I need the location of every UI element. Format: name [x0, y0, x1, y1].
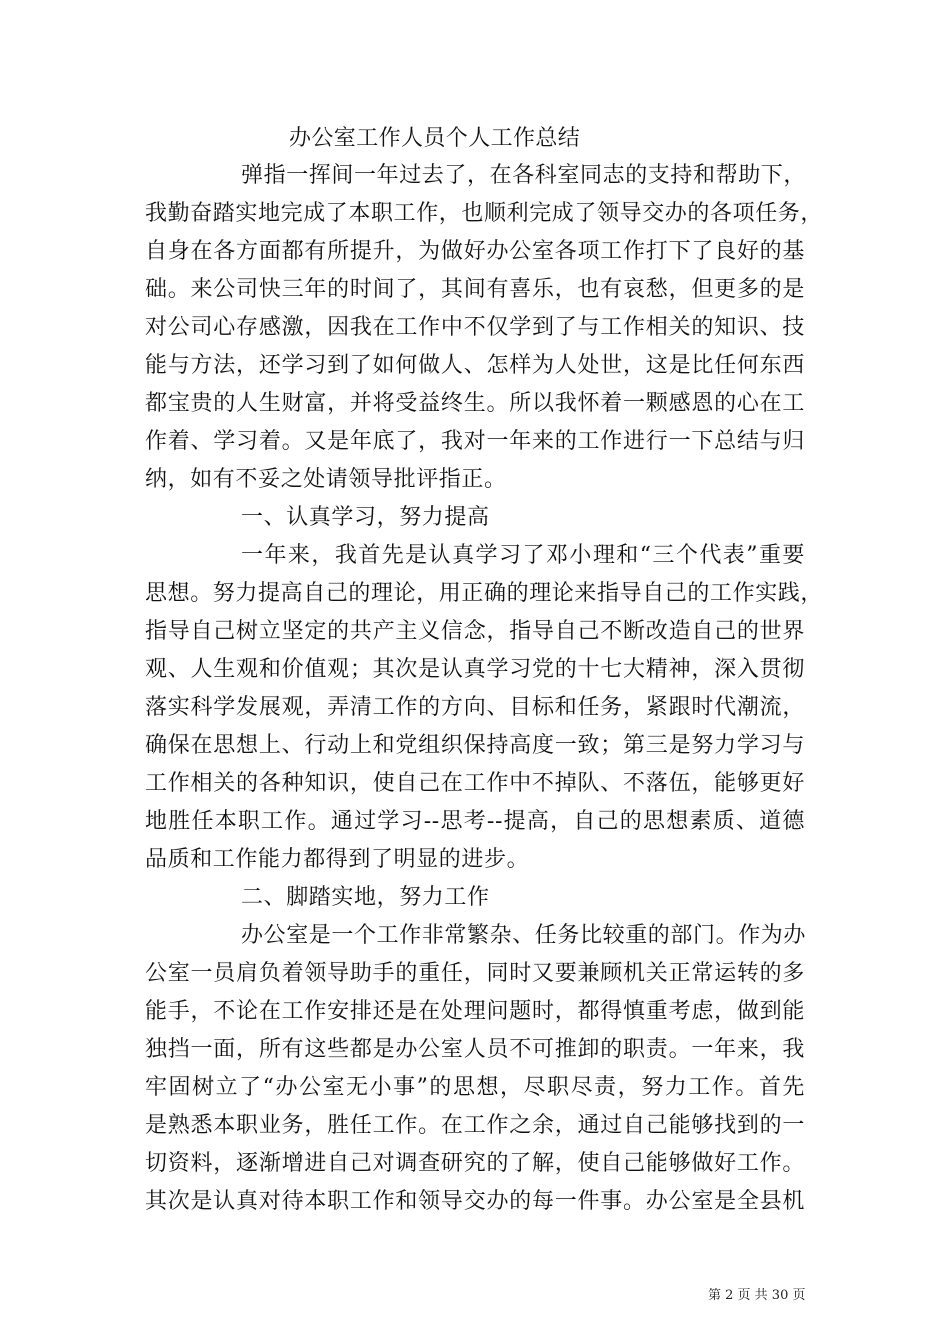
- paragraph-3-line-3: 能手，不论在工作安排还是在处理问题时，都得慎重考虑，做到能: [145, 999, 805, 1024]
- paragraph-3-line-7: 切资料，逐渐增进自己对调查研究的了解，使自己能够做好工作。: [145, 1151, 805, 1176]
- section-heading-2: 二、脚踏实地，努力工作: [241, 885, 490, 910]
- page-number-footer: 第 2 页 共 30 页: [708, 1288, 806, 1303]
- paragraph-3-line-6: 是熟悉本职业务，胜任工作。在工作之余，通过自己能够找到的一: [145, 1113, 805, 1138]
- paragraph-1-line-4: 础。来公司快三年的时间了，其间有喜乐，也有哀愁，但更多的是: [145, 277, 805, 302]
- paragraph-1-line-3: 自身在各方面都有所提升，为做好办公室各项工作打下了良好的基: [145, 239, 805, 264]
- paragraph-1-line-6: 能与方法，还学习到了如何做人、怎样为人处世，这是比任何东西: [145, 353, 805, 378]
- paragraph-3-line-4: 独挡一面，所有这些都是办公室人员不可推卸的职责。一年来，我: [145, 1037, 805, 1062]
- paragraph-3-line-1: 办公室是一个工作非常繁杂、任务比较重的部门。作为办: [241, 923, 807, 948]
- paragraph-1-line-5: 对公司心存感激，因我在工作中不仅学到了与工作相关的知识、技: [145, 315, 805, 340]
- paragraph-3-line-2: 公室一员肩负着领导助手的重任，同时又要兼顾机关正常运转的多: [145, 961, 805, 986]
- paragraph-3-line-5: 牢固树立了“办公室无小事”的思想，尽职尽责，努力工作。首先: [145, 1075, 805, 1100]
- paragraph-1-line-2: 我勤奋踏实地完成了本职工作，也顺利完成了领导交办的各项任务，: [145, 201, 824, 226]
- paragraph-2-line-9: 品质和工作能力都得到了明显的进步。: [145, 847, 530, 872]
- section-heading-1: 一、认真学习，努力提高: [241, 505, 490, 530]
- paragraph-2-line-4: 观、人生观和价值观；其次是认真学习党的十七大精神，深入贯彻: [145, 657, 805, 682]
- paragraph-2-line-6: 确保在思想上、行动上和党组织保持高度一致；第三是努力学习与: [145, 733, 805, 758]
- paragraph-2-line-7: 工作相关的各种知识，使自己在工作中不掉队、不落伍，能够更好: [145, 771, 805, 796]
- paragraph-2-line-3: 指导自己树立坚定的共产主义信念，指导自己不断改造自己的世界: [145, 619, 805, 644]
- paragraph-1-line-7: 都宝贵的人生财富，并将受益终生。所以我怀着一颗感恩的心在工: [145, 391, 805, 416]
- paragraph-1-line-9: 纳，如有不妥之处请领导批评指正。: [145, 467, 507, 492]
- paragraph-1-line-8: 作着、学习着。又是年底了，我对一年来的工作进行一下总结与归: [145, 429, 805, 454]
- paragraph-1-line-1: 弹指一挥间一年过去了，在各科室同志的支持和帮助下，: [241, 163, 807, 188]
- paragraph-3-line-8: 其次是认真对待本职工作和领导交办的每一件事。办公室是全县机: [145, 1189, 805, 1214]
- document-title: 办公室工作人员个人工作总结: [289, 126, 581, 151]
- paragraph-2-line-2: 思想。努力提高自己的理论，用正确的理论来指导自己的工作实践，: [145, 581, 824, 606]
- paragraph-2-line-1: 一年来，我首先是认真学习了邓小理和“三个代表”重要: [241, 543, 805, 568]
- paragraph-2-line-8: 地胜任本职工作。通过学习--思考--提高，自己的思想素质、道德: [145, 809, 805, 834]
- paragraph-2-line-5: 落实科学发展观，弄清工作的方向、目标和任务，紧跟时代潮流，: [145, 695, 805, 720]
